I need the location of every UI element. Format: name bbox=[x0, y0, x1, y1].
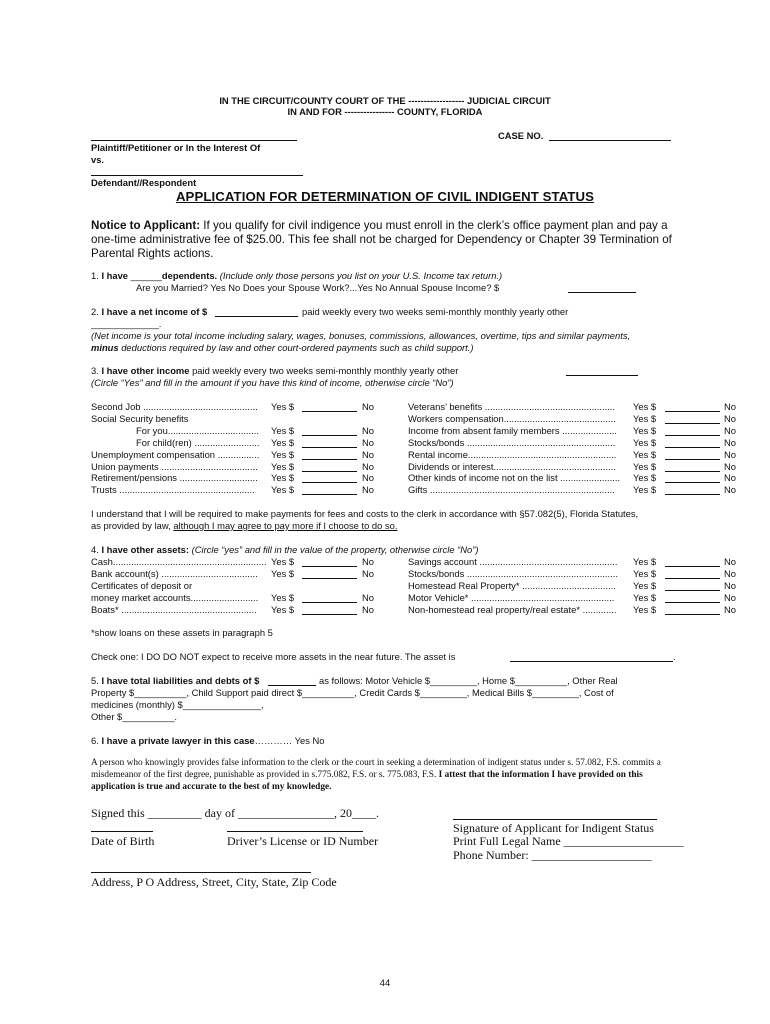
defendant-label: Defendant//Respondent bbox=[91, 177, 197, 188]
section-6-number: 6. bbox=[91, 735, 99, 746]
net-income-note-2-text: deductions required by law and other court-ordered payments such as child support.) bbox=[118, 342, 474, 353]
income-row-no-option[interactable]: No bbox=[362, 401, 374, 412]
section-5-label: I have total liabilities and debts of $ bbox=[101, 675, 260, 686]
asset-row-no-option[interactable]: No bbox=[362, 592, 374, 603]
net-income-frequency: paid weekly every two weeks semi-monthly monthly yearly other bbox=[302, 306, 569, 317]
asset-row-yes-option[interactable]: Yes $ bbox=[633, 604, 657, 615]
asset-row-label: Savings account ..................................................... bbox=[408, 556, 618, 567]
court-line-1: IN THE CIRCUIT/COUNTY COURT OF THE ------------------ JUDICIAL CIRCUIT bbox=[219, 95, 551, 106]
section-1-label-b: dependents. bbox=[161, 270, 218, 281]
applicant-signature-line[interactable] bbox=[453, 819, 657, 820]
asset-row-label: Stocks/bonds .......................................................... bbox=[408, 568, 618, 579]
income-row-amount-field[interactable] bbox=[665, 435, 720, 436]
income-row-amount-field[interactable] bbox=[665, 471, 720, 472]
address-line[interactable] bbox=[91, 872, 311, 873]
asset-row-amount-field[interactable] bbox=[665, 602, 720, 603]
income-row-label: Income from absent family members ..................... bbox=[408, 424, 617, 436]
income-row-no-option[interactable]: No bbox=[724, 424, 736, 436]
net-income-field[interactable] bbox=[215, 316, 298, 317]
income-row-label: Workers compensation........................................... bbox=[408, 412, 616, 424]
asset-row-yes-option[interactable]: Yes $ bbox=[271, 568, 295, 579]
income-row-amount-field[interactable] bbox=[302, 447, 357, 448]
income-row-no-option[interactable]: No bbox=[724, 412, 736, 424]
court-line-2: IN AND FOR ---------------- COUNTY, FLORIDA bbox=[287, 106, 483, 117]
asset-row-amount-field[interactable] bbox=[665, 614, 720, 615]
case-no-field[interactable] bbox=[549, 140, 671, 141]
asset-row-yes-option[interactable]: Yes $ bbox=[271, 604, 295, 615]
plaintiff-line[interactable] bbox=[91, 140, 297, 141]
section-1-line bbox=[91, 270, 502, 281]
print-full-legal-name[interactable]: Print Full Legal Name ____________________ bbox=[453, 834, 684, 848]
section-3-note: (Circle “Yes” and fill in the amount if you have this kind of income, otherwise circle “No”) bbox=[91, 377, 454, 388]
page-number: 44 bbox=[379, 977, 391, 988]
income-row-yes-option[interactable]: Yes $ bbox=[633, 424, 657, 436]
asset-row-no-option[interactable]: No bbox=[362, 568, 374, 579]
asset-row-amount-field[interactable] bbox=[302, 566, 357, 567]
total-debts-field[interactable] bbox=[268, 685, 316, 686]
asset-row-yes-option[interactable]: Yes $ bbox=[633, 580, 657, 591]
section-3-number: 3. bbox=[91, 365, 99, 376]
asset-row-label: Motor Vehicle* ....................................................... bbox=[408, 592, 615, 603]
asset-row-amount-field[interactable] bbox=[302, 614, 357, 615]
asset-row-no-option[interactable]: No bbox=[724, 592, 736, 603]
income-row-label: Trusts .................................................... bbox=[91, 484, 255, 496]
income-row-amount-field[interactable] bbox=[665, 482, 720, 483]
section-4-label: I have other assets: bbox=[101, 544, 189, 555]
understand-line-2b: although I may agree to pay more if I choose to do so. bbox=[173, 520, 398, 531]
phone-number[interactable]: Phone Number: ____________________ bbox=[453, 848, 652, 862]
other-income-frequency: paid weekly every two weeks semi-monthly monthly yearly other bbox=[189, 365, 459, 376]
income-row-label: Union payments ..................................... bbox=[91, 460, 258, 472]
asset-row-yes-option[interactable]: Yes $ bbox=[633, 592, 657, 603]
income-row-label: Stocks/bonds ......................................................... bbox=[408, 436, 616, 448]
asset-is-field[interactable] bbox=[510, 661, 673, 662]
net-income-note-2 bbox=[91, 342, 474, 353]
drivers-license-line[interactable] bbox=[227, 831, 363, 832]
income-row-amount-field[interactable] bbox=[302, 459, 357, 460]
asset-row-no-option[interactable]: No bbox=[724, 580, 736, 591]
income-row-yes-option[interactable]: Yes $ bbox=[633, 436, 657, 448]
income-row-label: For you................................... bbox=[136, 424, 259, 436]
asset-row-label: Certificates of deposit or bbox=[91, 580, 193, 591]
income-row-yes-option[interactable]: Yes $ bbox=[633, 448, 657, 460]
date-of-birth-line[interactable] bbox=[91, 831, 153, 832]
income-row-label: Retirement/pensions .............................. bbox=[91, 472, 258, 484]
income-row-label: Unemployment compensation ................ bbox=[91, 448, 260, 460]
income-row-yes-option[interactable]: Yes $ bbox=[633, 401, 657, 412]
vs-label: vs. bbox=[91, 154, 105, 165]
income-row-yes-option[interactable]: Yes $ bbox=[271, 472, 295, 484]
income-row-no-option[interactable]: No bbox=[724, 436, 736, 448]
debts-breakdown-2: Property $__________, Child Support paid direct $__________, Credit Cards $_________, Medical Bills $_________, Cost of bbox=[91, 687, 614, 698]
notice-text: If you qualify for civil indigence you must enroll in the clerk’s office payment plan and pay a one-time administrative fee of $25.00. This fee shall not be charged for Dependency or Chapter 39 Termination of Parental Rights actions. bbox=[91, 219, 672, 260]
income-row-yes-option[interactable]: Yes $ bbox=[633, 412, 657, 424]
income-row-label: Other kinds of income not on the list ....................... bbox=[408, 472, 621, 484]
income-row-no-option[interactable]: No bbox=[724, 484, 736, 496]
income-row-amount-field[interactable] bbox=[302, 482, 357, 483]
income-row-yes-option[interactable]: Yes $ bbox=[633, 484, 657, 496]
income-row-no-option[interactable]: No bbox=[724, 401, 736, 412]
drivers-license-label: Driver’s License or ID Number bbox=[227, 834, 379, 848]
understand-line-1: I understand that I will be required to make payments for fees and costs to the clerk in accordance with §57.082(5), Florida Statutes, bbox=[91, 508, 639, 519]
spouse-income-field[interactable] bbox=[568, 292, 636, 293]
income-row-amount-field[interactable] bbox=[302, 435, 357, 436]
section-5-line-1 bbox=[91, 675, 259, 686]
section-6-label: I have a private lawyer in this case bbox=[101, 735, 255, 746]
section-2-line bbox=[91, 306, 207, 317]
asset-row-amount-field[interactable] bbox=[302, 602, 357, 603]
false-information-warning bbox=[91, 757, 671, 793]
attestation-text: I attest that the information I have provided on this application is true and accurate to the best of my knowledge. bbox=[91, 770, 643, 792]
asset-row-label: Bank account(s) ..................................... bbox=[91, 568, 258, 579]
section-5-number: 5. bbox=[91, 675, 99, 686]
notice-label: Notice to Applicant: bbox=[91, 219, 201, 232]
section-3-line bbox=[91, 365, 458, 376]
asset-row-no-option[interactable]: No bbox=[724, 604, 736, 615]
asset-row-label: Cash........................................................... bbox=[91, 556, 267, 567]
asset-row-no-option[interactable]: No bbox=[724, 568, 736, 579]
income-row-amount-field[interactable] bbox=[665, 423, 720, 424]
section-1-number: 1. bbox=[91, 270, 99, 281]
debts-breakdown-1: as follows: Motor Vehicle $_________, Home $__________, Other Real bbox=[319, 675, 618, 686]
minus-word: minus bbox=[91, 342, 119, 353]
asset-row-amount-field[interactable] bbox=[665, 566, 720, 567]
income-row-yes-option[interactable]: Yes $ bbox=[271, 401, 295, 412]
asset-row-amount-field[interactable] bbox=[302, 578, 357, 579]
asset-period: . bbox=[673, 651, 676, 662]
notice-paragraph bbox=[91, 219, 691, 261]
section-4-line bbox=[91, 544, 479, 555]
section-4-number: 4. bbox=[91, 544, 99, 555]
dependents-field[interactable]: ______ bbox=[130, 270, 162, 281]
income-row-no-option[interactable]: No bbox=[724, 460, 736, 472]
case-no-label: CASE NO. bbox=[498, 130, 544, 141]
section-2-number: 2. bbox=[91, 306, 99, 317]
asset-row-label: money market accounts.......................... bbox=[91, 592, 259, 603]
assets-footnote: *show loans on these assets in paragraph 5 bbox=[91, 627, 273, 638]
income-row-yes-option[interactable]: Yes $ bbox=[271, 424, 295, 436]
income-row-no-option[interactable]: No bbox=[362, 484, 374, 496]
income-row-amount-field[interactable] bbox=[302, 411, 357, 412]
document-title: APPLICATION FOR DETERMINATION OF CIVIL INDIGENT STATUS bbox=[175, 189, 595, 204]
understand-line-2 bbox=[91, 520, 397, 531]
income-row-amount-field[interactable] bbox=[665, 411, 720, 412]
income-row-label: Gifts ....................................................................... bbox=[408, 484, 615, 496]
debts-breakdown-3: medicines (monthly) $_______________, bbox=[91, 699, 264, 710]
asset-expectation: Check one: I DO DO NOT expect to receive more assets in the near future. The asset is bbox=[91, 651, 456, 662]
section-4-note: (Circle “yes” and fill in the value of the property, otherwise circle “No”) bbox=[188, 544, 479, 555]
income-row-no-option[interactable]: No bbox=[362, 436, 374, 448]
signature-label: Signature of Applicant for Indigent Status bbox=[453, 821, 654, 835]
income-row-label: Social Security benefits bbox=[91, 412, 189, 424]
income-row-no-option[interactable]: No bbox=[362, 472, 374, 484]
asset-row-label: Homestead Real Property* .................................... bbox=[408, 580, 616, 591]
section-1-note: (Include only those persons you list on your U.S. Income tax return.) bbox=[217, 270, 503, 281]
section-1-label: I have bbox=[101, 270, 131, 281]
income-row-yes-option[interactable]: Yes $ bbox=[271, 448, 295, 460]
asset-row-yes-option[interactable]: Yes $ bbox=[271, 592, 295, 603]
income-row-yes-option[interactable]: Yes $ bbox=[271, 436, 295, 448]
address-label: Address, P O Address, Street, City, State, Zip Code bbox=[91, 875, 337, 889]
asset-row-yes-option[interactable]: Yes $ bbox=[271, 556, 295, 567]
income-row-amount-field[interactable] bbox=[665, 459, 720, 460]
warning-text: A person who knowingly provides false information to the clerk or the court in seeking a determination of indigent status under s. 57.082, F.S. commits a misdemeanor of the first degree, punishable as provided in s.775.082, F.S. or s. 775.083, F.S. bbox=[91, 758, 661, 780]
income-row-no-option[interactable]: No bbox=[362, 460, 374, 472]
date-of-birth-label: Date of Birth bbox=[91, 834, 155, 848]
other-income-other-field[interactable] bbox=[566, 375, 638, 376]
asset-row-amount-field[interactable] bbox=[665, 590, 720, 591]
section-6-line bbox=[91, 735, 324, 746]
income-row-yes-option[interactable]: Yes $ bbox=[271, 484, 295, 496]
income-row-amount-field[interactable] bbox=[665, 494, 720, 495]
income-row-amount-field[interactable] bbox=[302, 471, 357, 472]
income-row-no-option[interactable]: No bbox=[724, 448, 736, 460]
asset-row-yes-option[interactable]: Yes $ bbox=[633, 556, 657, 567]
signed-this-line[interactable]: Signed this _________ day of ________________, 20____. bbox=[91, 806, 379, 820]
asset-row-amount-field[interactable] bbox=[665, 578, 720, 579]
net-income-note-1: (Net income is your total income including salary, wages, bonuses, commissions, allowances, overtime, tips and similar payments, bbox=[91, 330, 631, 341]
asset-row-no-option[interactable]: No bbox=[362, 556, 374, 567]
asset-row-no-option[interactable]: No bbox=[362, 604, 374, 615]
income-row-label: Second Job ............................................ bbox=[91, 401, 258, 412]
section-2-label: I have a net income of $ bbox=[101, 306, 208, 317]
income-row-label: Rental income......................................................... bbox=[408, 448, 617, 460]
plaintiff-label: Plaintiff/Petitioner or In the Interest Of bbox=[91, 142, 261, 153]
income-row-label: Veterans’ benefits .................................................. bbox=[408, 401, 616, 412]
income-row-no-option[interactable]: No bbox=[362, 424, 374, 436]
net-income-other-field[interactable]: _____________. bbox=[91, 318, 162, 329]
debts-breakdown-4: Other $__________. bbox=[91, 711, 178, 722]
income-row-yes-option[interactable]: Yes $ bbox=[633, 472, 657, 484]
income-row-yes-option[interactable]: Yes $ bbox=[271, 460, 295, 472]
asset-row-label: Non-homestead real property/real estate* ............. bbox=[408, 604, 617, 615]
income-row-label: Dividends or interest............................................... bbox=[408, 460, 616, 472]
defendant-line[interactable] bbox=[91, 175, 303, 176]
private-lawyer-options: ………… Yes No bbox=[254, 735, 325, 746]
understand-line-2a: as provided by law, bbox=[91, 520, 174, 531]
section-3-label: I have other income bbox=[101, 365, 190, 376]
income-row-yes-option[interactable]: Yes $ bbox=[633, 460, 657, 472]
income-row-no-option[interactable]: No bbox=[724, 472, 736, 484]
asset-row-label: Boats* .................................................... bbox=[91, 604, 257, 615]
income-row-no-option[interactable]: No bbox=[362, 448, 374, 460]
income-row-amount-field[interactable] bbox=[665, 447, 720, 448]
income-row-amount-field[interactable] bbox=[302, 494, 357, 495]
asset-row-yes-option[interactable]: Yes $ bbox=[633, 568, 657, 579]
asset-row-no-option[interactable]: No bbox=[724, 556, 736, 567]
income-row-label: For child(ren) ......................... bbox=[136, 436, 260, 448]
marital-question: Are you Married? Yes No Does your Spouse Work?...Yes No Annual Spouse Income? $ bbox=[136, 282, 500, 293]
